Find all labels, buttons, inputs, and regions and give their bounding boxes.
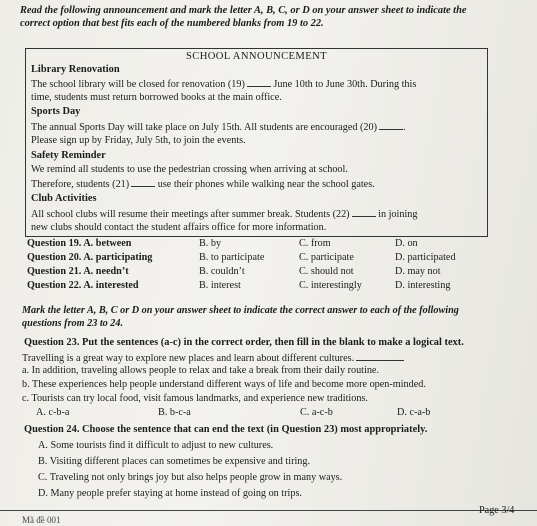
blank-22 <box>352 207 376 217</box>
announcement-box <box>25 48 488 237</box>
blank-19 <box>247 77 271 87</box>
question-row <box>27 280 507 292</box>
section-text: The annual Sports Day will take place on July 15th. All students are encouraged (20) . Please sign up by Friday, July 5th, to join the events. <box>31 122 406 146</box>
exam-code: Mã đề 001 <box>22 515 61 525</box>
option-c: C. should not <box>299 266 354 277</box>
instructions-line-2: correct option that best fits each of the numbered blanks from 19 to 22. <box>20 17 324 29</box>
page-number: Page 3/4 <box>479 505 515 516</box>
instructions-19-22 <box>20 5 520 30</box>
question-label: Question 20. A. participating <box>27 252 153 263</box>
option-c: C. a-c-b <box>300 407 333 418</box>
question-label: Question 21. A. needn’t <box>27 266 129 277</box>
blank-21 <box>131 177 155 187</box>
section-text: We remind all students to use the pedestrian crossing when arriving at school. Therefore, students (21) use their phones while walking near the school gates. <box>31 164 375 190</box>
option-d: D. participated <box>395 252 456 263</box>
option-c: C. participate <box>299 252 354 263</box>
option-b: B. couldn’t <box>199 266 245 277</box>
option-d: D. on <box>395 238 418 249</box>
option-d: D. Many people prefer staying at home instead of going on trips. <box>38 488 302 499</box>
instructions-line-2: questions from 23 to 24. <box>22 317 124 329</box>
sentence-c: c. Tourists can try local food, visit famous landmarks, and experience new traditions. <box>22 393 368 404</box>
question-row <box>27 252 507 264</box>
option-c: C. interestingly <box>299 280 362 291</box>
instructions-23-24 <box>22 305 459 330</box>
section-text: All school clubs will resume their meetings after summer break. Students (22) in joining new clubs should contact the student affairs office for more information. <box>31 209 418 233</box>
option-b: B. Visiting different places can sometimes be expensive and tiring. <box>38 456 311 467</box>
question-label: Question 19. A. between <box>27 238 132 249</box>
question-23-title: Question 23. Put the sentences (a-c) in the correct order, then fill in the blank to make a logical text. <box>24 337 464 348</box>
option-d: D. c-a-b <box>397 407 431 418</box>
instructions-line-1: Mark the letter A, B, C or D on your answer sheet to indicate the correct answer to each of the following <box>22 305 459 316</box>
option-c: C. Traveling not only brings joy but also helps people grow in many ways. <box>38 472 343 483</box>
option-a: A. Some tourists find it difficult to adjust to new cultures. <box>38 440 274 451</box>
section-heading: Safety Reminder <box>31 150 106 161</box>
question-24-title: Question 24. Choose the sentence that can end the text (in Question 23) most appropriately. <box>24 424 428 435</box>
option-a: A. c-b-a <box>36 407 70 418</box>
blank-20 <box>379 120 403 130</box>
section-heading: Club Activities <box>31 193 97 204</box>
option-b: B. interest <box>199 280 241 291</box>
footer-rule <box>0 510 537 511</box>
question-23-lead: Travelling is a great way to explore new places and learn about different cultures. <box>22 351 404 366</box>
section-heading: Library Renovation <box>31 64 120 75</box>
question-label: Question 22. A. interested <box>27 280 139 291</box>
option-b: B. to participate <box>199 252 265 263</box>
question-row <box>27 266 507 278</box>
announcement-title: SCHOOL ANNOUNCEMENT <box>185 51 328 62</box>
option-c: C. from <box>299 238 331 249</box>
option-b: B. by <box>199 238 222 249</box>
section-text: The school library will be closed for renovation (19) June 10th to June 30th. During this time, students must return borrowed books at the main office. <box>31 79 417 103</box>
option-d: D. interesting <box>395 280 451 291</box>
section-heading: Sports Day <box>31 106 81 117</box>
question-row <box>27 238 507 250</box>
option-b: B. b-c-a <box>158 407 191 418</box>
sentence-b: b. These experiences help people understand different ways of life and become more open-minded. <box>22 379 426 390</box>
sentence-a: a. In addition, traveling allows people to relax and take a break from their daily routine. <box>22 365 380 376</box>
option-d: D. may not <box>395 266 441 277</box>
blank-23 <box>356 351 404 361</box>
instructions-line-1: Read the following announcement and mark the letter A, B, C, or D on your answer sheet to indicate the <box>20 5 467 16</box>
